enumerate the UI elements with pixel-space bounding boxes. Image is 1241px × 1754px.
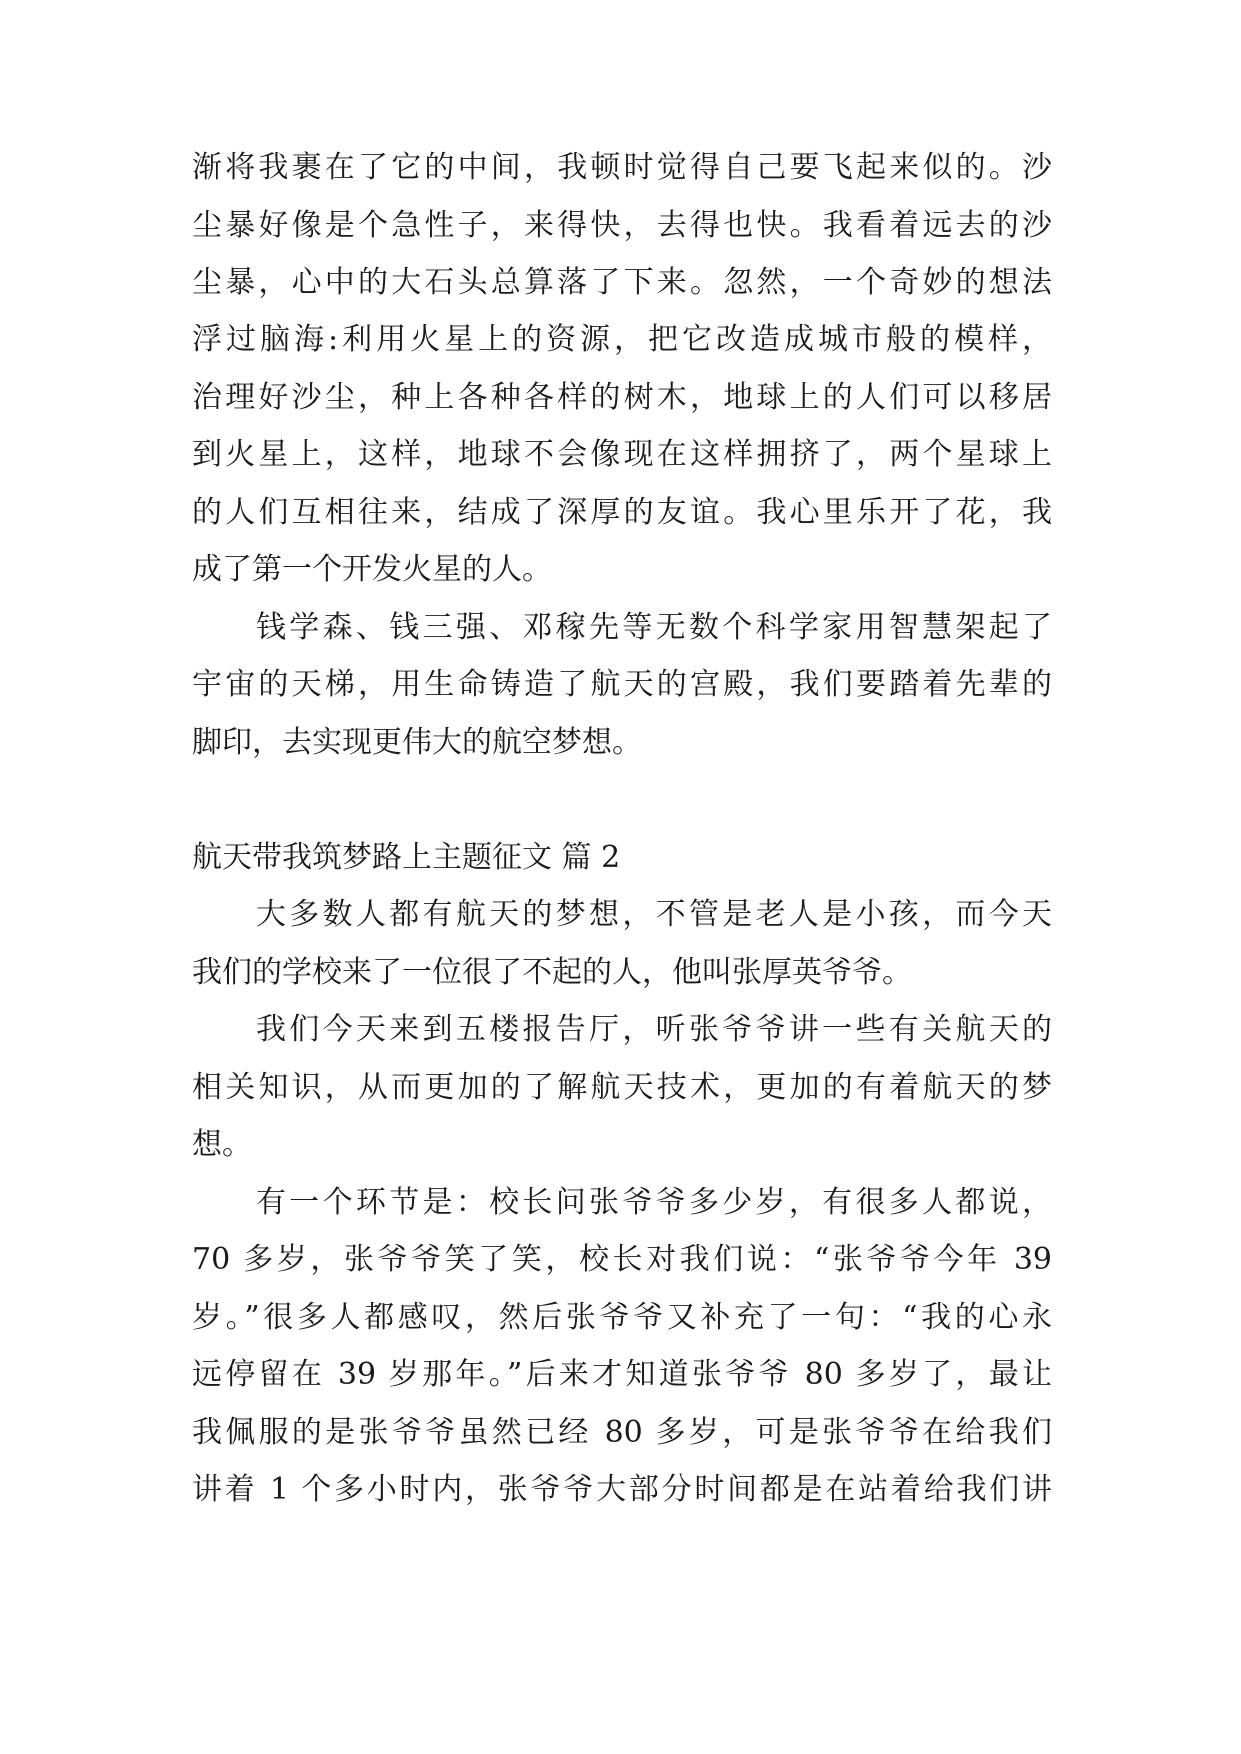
paragraph-line: 我佩服的是张爷爷虽然已经 80 多岁，可是张爷爷在给我们 <box>192 1415 1052 1450</box>
paragraph-line: 讲着 1 个多小时内，张爷爷大部分时间都是在站着给我们讲 <box>192 1472 1052 1507</box>
paragraph-line: 浮过脑海:利用火星上的资源，把它改造成城市般的模样， <box>192 322 1052 357</box>
paragraph-line: 我们今天来到五楼报告厅，听张爷爷讲一些有关航天的 <box>256 1012 1052 1047</box>
paragraph-line: 成了第一个开发火星的人。 <box>192 552 552 587</box>
paragraph-line: 脚印，去实现更伟大的航空梦想。 <box>192 725 642 760</box>
section-heading: 航天带我筑梦路上主题征文 篇 2 <box>192 840 621 875</box>
paragraph-line: 钱学森、钱三强、邓稼先等无数个科学家用智慧架起了 <box>256 610 1052 645</box>
paragraph-line: 到火星上，这样，地球不会像现在这样拥挤了，两个星球上 <box>192 437 1052 472</box>
paragraph-line: 大多数人都有航天的梦想，不管是老人是小孩，而今天 <box>256 897 1052 932</box>
paragraph-line: 渐将我裹在了它的中间，我顿时觉得自己要飞起来似的。沙 <box>192 150 1052 185</box>
paragraph-line: 远停留在 39 岁那年。”后来才知道张爷爷 80 多岁了，最让 <box>192 1357 1052 1392</box>
paragraph-line: 治理好沙尘，种上各种各样的树木，地球上的人们可以移居 <box>192 380 1052 415</box>
paragraph-line: 的人们互相往来，结成了深厚的友谊。我心里乐开了花，我 <box>192 495 1052 530</box>
paragraph-line: 宇宙的天梯，用生命铸造了航天的宫殿，我们要踏着先辈的 <box>192 667 1052 702</box>
paragraph-line: 尘暴，心中的大石头总算落了下来。忽然，一个奇妙的想法 <box>192 265 1052 300</box>
paragraph-line: 有一个环节是：校长问张爷爷多少岁，有很多人都说， <box>256 1185 1052 1220</box>
paragraph-line: 相关知识，从而更加的了解航天技术，更加的有着航天的梦 <box>192 1070 1052 1105</box>
paragraph-line: 岁。”很多人都感叹，然后张爷爷又补充了一句：“我的心永 <box>192 1300 1052 1335</box>
paragraph-line: 70 多岁，张爷爷笑了笑，校长对我们说：“张爷爷今年 39 <box>192 1242 1052 1277</box>
paragraph-line: 我们的学校来了一位很了不起的人，他叫张厚英爷爷。 <box>192 955 912 990</box>
paragraph-line: 尘暴好像是个急性子，来得快，去得也快。我看着远去的沙 <box>192 208 1052 243</box>
paragraph-line: 想。 <box>192 1127 252 1162</box>
